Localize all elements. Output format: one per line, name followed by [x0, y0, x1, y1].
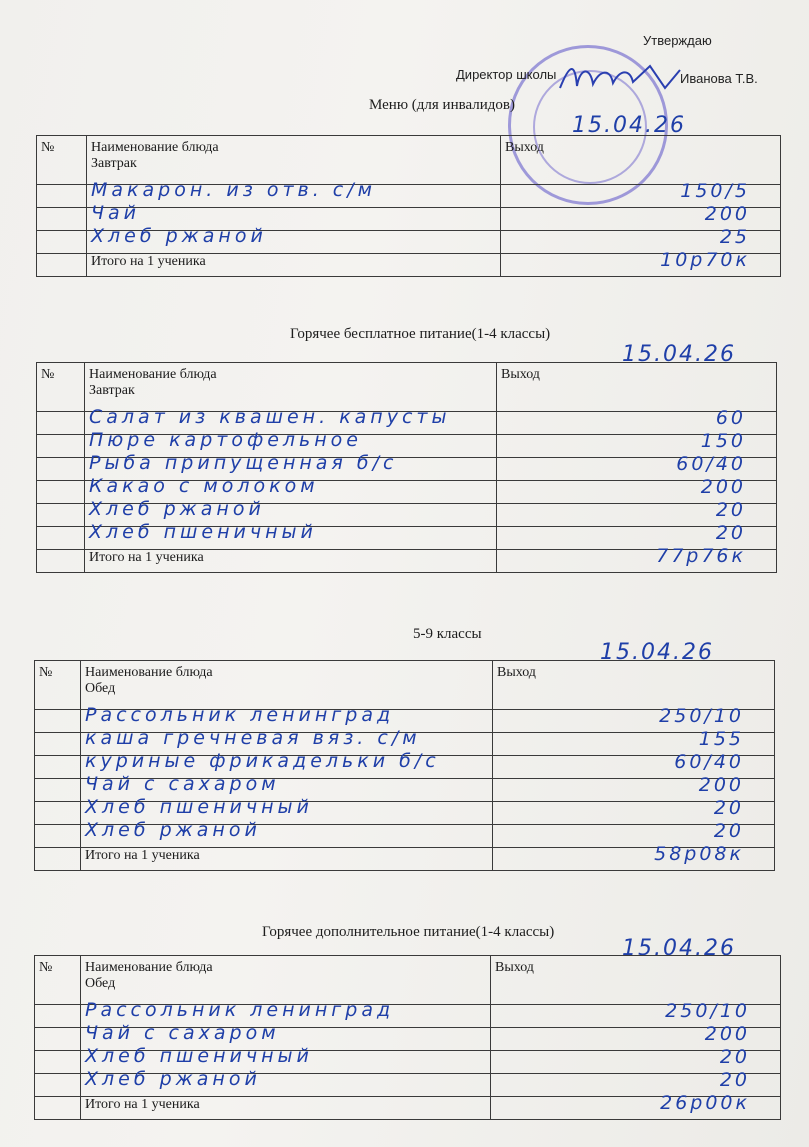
meal-label: Обед: [85, 681, 116, 696]
section-date: 15.04.26: [622, 342, 736, 367]
dish-output: 200: [698, 774, 744, 796]
menu-table: [36, 135, 781, 277]
name-header: Наименование блюда Обед: [81, 661, 493, 710]
dish-output: 150/5: [680, 180, 750, 202]
num-header: №: [37, 363, 85, 412]
dish-output: 200: [704, 1023, 750, 1045]
director-name: Иванова Т.В.: [680, 71, 758, 86]
dish-output: 150: [700, 430, 746, 452]
dish-name: Какао с молоком: [89, 475, 319, 497]
dish-output: 20: [715, 499, 746, 521]
num-header: №: [37, 136, 87, 185]
dish-name: Чай с сахаром: [85, 773, 280, 795]
dish-output: 20: [715, 522, 746, 544]
dish-name: Рассольник ленинград: [85, 704, 395, 726]
dish-name: каша гречневая вяз. с/м: [85, 727, 421, 749]
total-label: Итого на 1 ученика: [81, 1097, 491, 1120]
dish-output: 20: [719, 1069, 750, 1091]
dish-name: Чай с сахаром: [85, 1022, 280, 1044]
name-header: Наименование блюда Завтрак: [87, 136, 501, 185]
dish-name: Хлеб пшеничный: [85, 796, 313, 818]
dish-name: Макарон. из отв. с/м: [91, 179, 376, 201]
dish-output: 60/40: [674, 751, 744, 773]
total-label: Итого на 1 ученика: [85, 550, 497, 573]
output-header: Выход: [491, 956, 781, 1005]
name-header: Наименование блюда Обед: [81, 956, 491, 1005]
total-label: Итого на 1 ученика: [87, 254, 501, 277]
dish-name: Чай: [91, 202, 141, 224]
meal-label: Завтрак: [91, 156, 137, 171]
output-header: Выход: [497, 363, 777, 412]
director-label: Директор школы: [456, 67, 557, 82]
dish-name: Хлеб ржаной: [89, 498, 265, 520]
num-header: №: [35, 956, 81, 1005]
dish-output: 25: [719, 226, 750, 248]
menu-table: [36, 362, 777, 573]
dish-name: Пюре картофельное: [89, 429, 362, 451]
section-title: 5-9 классы: [413, 626, 482, 642]
approve-label: Утверждаю: [643, 33, 712, 48]
dish-output: 20: [713, 797, 744, 819]
dish-output: 155: [698, 728, 744, 750]
section-title: Горячее дополнительное питание(1-4 классы): [262, 924, 555, 940]
dish-output: 60/40: [676, 453, 746, 475]
dish-output: 60: [715, 407, 746, 429]
dish-output: 200: [700, 476, 746, 498]
section-date: 15.04.26: [622, 936, 736, 961]
dish-name: Хлеб ржаной: [91, 225, 267, 247]
total-value: 10р70к: [660, 249, 750, 271]
dish-name: Хлеб пшеничный: [89, 521, 317, 543]
menu-table: [34, 955, 781, 1120]
dish-name: куриные фрикадельки б/с: [85, 750, 440, 772]
total-value: 58р08к: [654, 843, 744, 865]
dish-name: Хлеб пшеничный: [85, 1045, 313, 1067]
num-header: №: [35, 661, 81, 710]
dish-name: Хлеб ржаной: [85, 1068, 261, 1090]
total-value: 26р00к: [660, 1092, 750, 1114]
section-title: Горячее бесплатное питание(1-4 классы): [290, 326, 551, 342]
dish-output: 20: [719, 1046, 750, 1068]
section-date: 15.04.26: [572, 113, 686, 138]
dish-output: 250/10: [659, 705, 744, 727]
menu-table: [34, 660, 775, 871]
dish-output: 250/10: [665, 1000, 750, 1022]
dish-name: Рыба припущенная б/с: [89, 452, 398, 474]
name-header: Наименование блюда Завтрак: [85, 363, 497, 412]
output-header: Выход: [501, 136, 781, 185]
meal-label: Завтрак: [89, 383, 135, 398]
meal-label: Обед: [85, 976, 116, 991]
total-value: 77р76к: [656, 545, 746, 567]
dish-name: Рассольник ленинград: [85, 999, 395, 1021]
section-date: 15.04.26: [600, 640, 714, 665]
section-title: Меню (для инвалидов): [369, 97, 515, 113]
director-signature: [555, 58, 685, 98]
dish-name: Салат из квашен. капусты: [89, 406, 451, 428]
output-header: Выход: [493, 661, 775, 710]
dish-output: 20: [713, 820, 744, 842]
dish-name: Хлеб ржаной: [85, 819, 261, 841]
dish-output: 200: [704, 203, 750, 225]
total-label: Итого на 1 ученика: [81, 848, 493, 871]
